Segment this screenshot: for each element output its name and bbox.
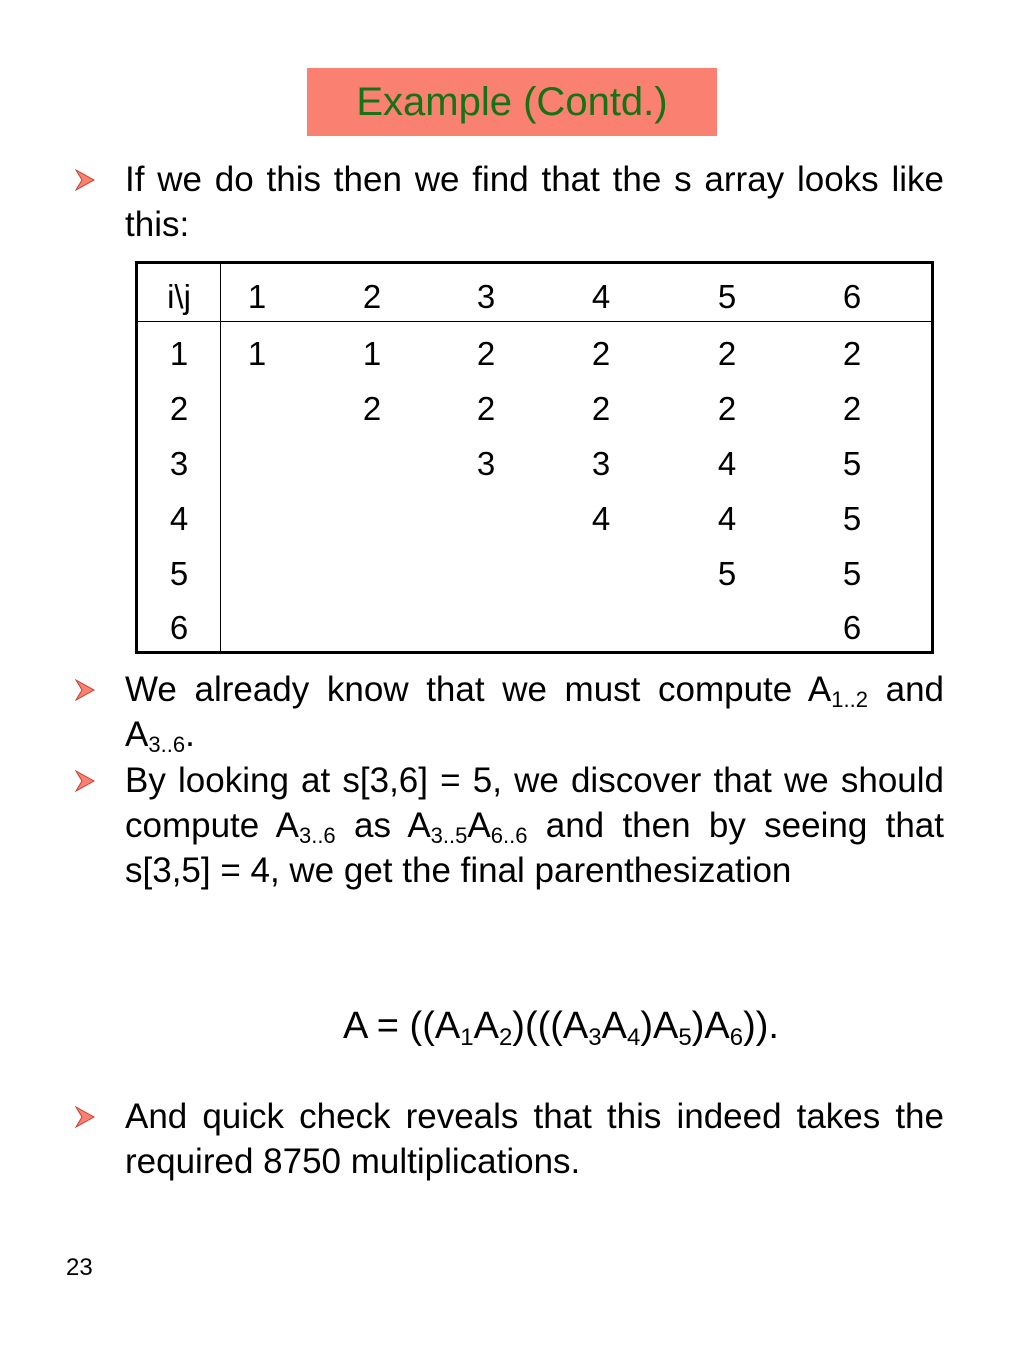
table-corner-header: i\j [167, 278, 191, 315]
arrow-bullet-icon [74, 770, 96, 792]
table-cell: 4 [591, 500, 611, 537]
table-cell: 5 [842, 555, 862, 592]
bullet-text: If we do this then we find that the s array looks like this: [125, 160, 944, 244]
table-cell: 2 [717, 335, 737, 372]
slide-title-box [307, 68, 717, 136]
table-header-divider [138, 321, 931, 322]
page-number: 23 [66, 1254, 93, 1281]
arrow-bullet-icon [74, 1106, 96, 1128]
s-array-table [135, 261, 934, 654]
bullet-text: We already know that we must compute $A_{1..2}$ and $A_{3..6}$. [125, 670, 944, 757]
table-cell: 1 [362, 335, 382, 372]
arrow-bullet-icon [74, 679, 96, 701]
table-row-header: 3 [169, 445, 189, 482]
table-cell: 2 [591, 335, 611, 372]
bullet-item [74, 758, 944, 893]
slide-title: Example (Contd.) [356, 80, 668, 124]
table-cell: 2 [591, 390, 611, 427]
bullet-item [74, 1094, 944, 1184]
bullet-item [74, 667, 944, 757]
table-cell: 2 [476, 390, 496, 427]
table-cell: 3 [476, 445, 496, 482]
table-cell: 2 [842, 390, 862, 427]
table-row-header: 6 [169, 609, 189, 646]
table-cell: 4 [717, 445, 737, 482]
table-cell: 4 [717, 500, 737, 537]
table-column-header: 3 [476, 278, 496, 315]
table-cell: 5 [842, 445, 862, 482]
bullet-item [74, 157, 944, 247]
table-cell: 5 [717, 555, 737, 592]
table-column-header: 1 [247, 278, 267, 315]
parenthesization-formula: $A = ((A_1A_2)(((A_3A_4)A_5)A_6))$. [343, 1005, 779, 1051]
table-row-header: 1 [169, 335, 189, 372]
table-cell: 1 [247, 335, 267, 372]
table-cell: 2 [362, 390, 382, 427]
table-row-header: 5 [169, 555, 189, 592]
table-cell: 2 [842, 335, 862, 372]
table-row-header: 4 [169, 500, 189, 537]
table-column-divider [220, 264, 221, 651]
table-column-header: 2 [362, 278, 382, 315]
table-cell: 3 [591, 445, 611, 482]
table-cell: 2 [717, 390, 737, 427]
arrow-bullet-icon [74, 169, 96, 191]
table-column-header: 4 [591, 278, 611, 315]
table-row-header: 2 [169, 390, 189, 427]
table-column-header: 5 [717, 278, 737, 315]
table-cell: 2 [476, 335, 496, 372]
table-cell: 6 [842, 609, 862, 646]
table-column-header: 6 [842, 278, 862, 315]
table-cell: 5 [842, 500, 862, 537]
bullet-text: By looking at s[3,6] = 5, we discover that we should compute $A_{3..6}$ as $A_{3..5}A_{6..6}$ and then by seeing that s[3,5] = 4, we get the final parenthesization [125, 761, 944, 890]
bullet-text: And quick check reveals that this indeed takes the required 8750 multiplications. [125, 1097, 944, 1181]
